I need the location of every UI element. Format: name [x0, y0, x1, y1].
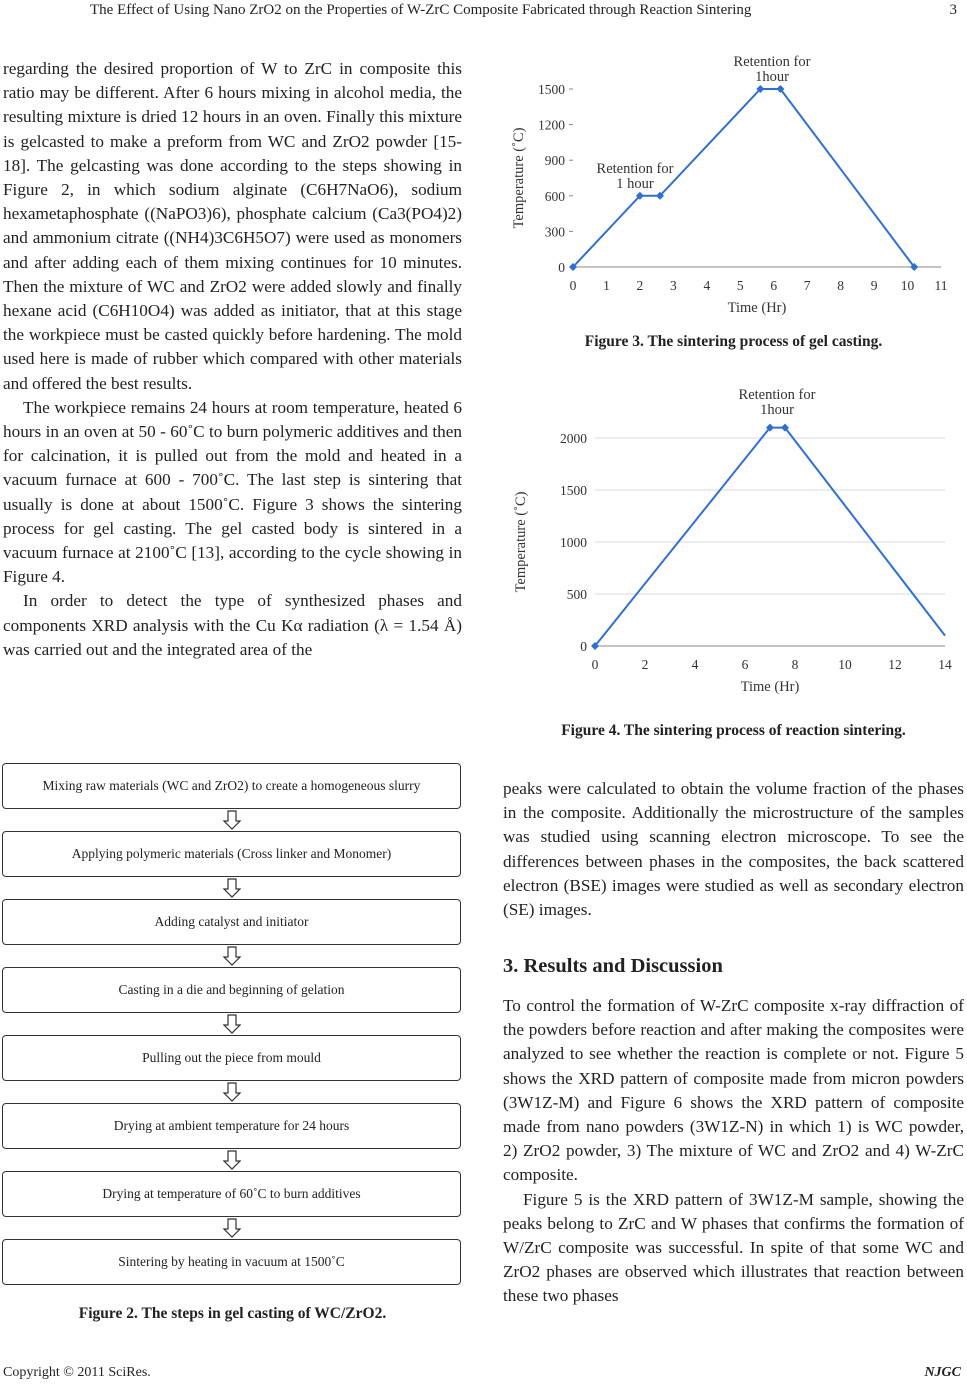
down-arrow-icon	[223, 878, 241, 898]
x-tick-label: 2	[641, 657, 649, 672]
x-axis-label: Time (Hr)	[740, 679, 800, 695]
y-tick-label: 300	[544, 224, 565, 240]
paragraph: Figure 5 is the XRD pattern of 3W1Z-M sample, showing the peaks belong to ZrC and W phases that confirms the formation of W/ZrC composite was successful. In spite of that some WC and ZrO2 phases are observed which illustrates that reaction between these two phases	[503, 1189, 964, 1306]
x-tick-label: 0	[569, 278, 577, 293]
page-header	[0, 0, 967, 26]
flow-step: Drying at temperature of 60˚C to burn additives	[2, 1171, 461, 1217]
figure-3-chart	[505, 50, 960, 325]
y-tick-label: 1200	[538, 117, 565, 133]
y-tick-label: 600	[544, 188, 565, 204]
footer-copyright: Copyright © 2011 SciRes.	[3, 1365, 151, 1380]
y-tick-label: 0	[580, 639, 587, 654]
left-column	[3, 57, 462, 662]
down-arrow-icon	[223, 810, 241, 830]
x-tick-label: 10	[900, 278, 915, 293]
flow-step: Mixing raw materials (WC and ZrO2) to create a homogeneous slurry	[2, 763, 461, 809]
figure-4-caption: Figure 4. The sintering process of reaction sintering.	[561, 722, 906, 739]
y-tick-label: 2000	[560, 431, 587, 446]
section-heading: 3. Results and Discussion	[503, 955, 723, 977]
y-axis-label: Temperature (˚C)	[511, 127, 527, 229]
footer-journal: NJGC	[924, 1365, 961, 1380]
x-axis-label: Time (Hr)	[727, 300, 787, 316]
down-arrow-icon	[223, 946, 241, 966]
down-arrow-icon	[223, 1218, 241, 1238]
x-tick-label: 2	[636, 278, 644, 293]
figure-3-caption: Figure 3. The sintering process of gel casting.	[584, 333, 883, 350]
paragraph: The workpiece remains 24 hours at room temperature, heated 6 hours in an oven at 50 - 60˚C to burn polymeric additives and then for calcination, it is pulled out from the mold and heated in a vacuum furnace at 600 - 700˚C. The last step is sintering that usually is done at about 1500˚C. Figure 3 shows the sintering process for gel casting. The gel casted body is sintered in a vacuum furnace at 2100˚C [13], according to the cycle showing in Figure 4.	[3, 397, 462, 587]
right-column-top	[503, 777, 964, 922]
y-tick-label: 900	[544, 153, 565, 169]
flow-step: Applying polymeric materials (Cross linker and Monomer)	[2, 831, 461, 877]
paragraph: To control the formation of W-ZrC composite x-ray diffraction of the powders before reaction and after making the composites were analyzed to see whether the reaction is complete or not. Figure 5 shows the XRD pattern of composite made from micron powders (3W1Z-M) and Figure 6 shows the XRD pattern of composite made from nano powders (3W1Z-N) in which 1) is WC powder, 2) ZrO2 powder, 3) The mixture of WC and ZrO2 and 4) W-ZrC composite.	[503, 996, 964, 1185]
y-axis-label: Temperature (˚C)	[513, 491, 529, 593]
annotation: Retention for	[733, 54, 811, 70]
x-tick-label: 10	[838, 657, 852, 672]
annotation: Retention for	[596, 161, 674, 177]
paragraph: peaks were calculated to obtain the volume fraction of the phases in the composite. Additionally the microstructure of the samples was studied using scanning electron microscope. To see the differences between phases in the composites, the back scattered electron (BSE) images were studied as well as secondary electron (SE) images.	[503, 779, 964, 920]
x-tick-label: 4	[691, 657, 699, 672]
x-tick-label: 12	[888, 657, 902, 672]
flow-step: Adding catalyst and initiator	[2, 899, 461, 945]
paragraph: regarding the desired proportion of W to ZrC in composite this ratio may be different. After 6 hours mixing in alcohol media, the resulting mixture is dried 12 hours in an oven. Finally this mixture is gelcasted to make a preform from WC and ZrO2 powder [15-18]. The gelcasting was done according to the steps showing in Figure 2, in which sodium alginate (C6H7NaO6), sodium hexametaphosphate ((NaPO3)6), phosphate calcium (Ca3(PO4)2) and ammonium citrate ((NH4)3C6H5O7) were used as monomers and after adding each of them mixing continues for 10 minutes. Then the mixture of WC and ZrO2 were added slowly and finally hexane acid (C6H10O4) was added as initiator, that at this stage the workpiece must be casted quickly before hardening. The mold used here is made of rubber which compared with other materials and offered the best results.	[3, 59, 462, 393]
flow-step: Drying at ambient temperature for 24 hours	[2, 1103, 461, 1149]
x-tick-label: 14	[938, 657, 952, 672]
y-tick-label: 1000	[560, 535, 587, 550]
x-tick-label: 0	[591, 657, 599, 672]
x-tick-label: 6	[770, 278, 778, 293]
annotation: 1hour	[760, 402, 794, 418]
y-tick-label: 1500	[560, 483, 587, 498]
right-column-bottom	[503, 994, 964, 1309]
y-tick-label: 500	[566, 587, 587, 602]
x-tick-label: 8	[791, 657, 799, 672]
flow-step: Casting in a die and beginning of gelation	[2, 967, 461, 1013]
down-arrow-icon	[223, 1082, 241, 1102]
x-tick-label: 3	[669, 278, 677, 293]
down-arrow-icon	[223, 1150, 241, 1170]
annotation: Retention for	[738, 387, 816, 403]
x-tick-label: 6	[741, 657, 749, 672]
running-title: The Effect of Using Nano ZrO2 on the Properties of W-ZrC Composite Fabricated through Reaction Sintering	[90, 2, 752, 18]
flow-step: Sintering by heating in vacuum at 1500˚C	[2, 1239, 461, 1285]
y-tick-label: 1500	[538, 82, 565, 97]
series-line	[595, 428, 945, 646]
x-tick-label: 5	[736, 278, 744, 293]
y-tick-label: 0	[558, 260, 565, 275]
x-tick-label: 11	[934, 278, 948, 293]
flow-step: Pulling out the piece from mould	[2, 1035, 461, 1081]
x-tick-label: 9	[870, 278, 878, 293]
paragraph: In order to detect the type of synthesized phases and components XRD analysis with the Cu Kα radiation (λ = 1.54 Å) was carried out and the integrated area of the	[3, 591, 462, 659]
page-number: 3	[949, 2, 957, 18]
figure-2-caption: Figure 2. The steps in gel casting of WC/ZrO2.	[78, 1305, 387, 1322]
x-tick-label: 8	[837, 278, 845, 293]
x-tick-label: 7	[803, 278, 811, 293]
down-arrow-icon	[223, 1014, 241, 1034]
x-tick-label: 1	[603, 278, 610, 293]
annotation: 1 hour	[616, 176, 654, 192]
figure-4-chart	[505, 383, 960, 713]
annotation: 1hour	[755, 69, 789, 85]
x-tick-label: 4	[703, 278, 711, 293]
